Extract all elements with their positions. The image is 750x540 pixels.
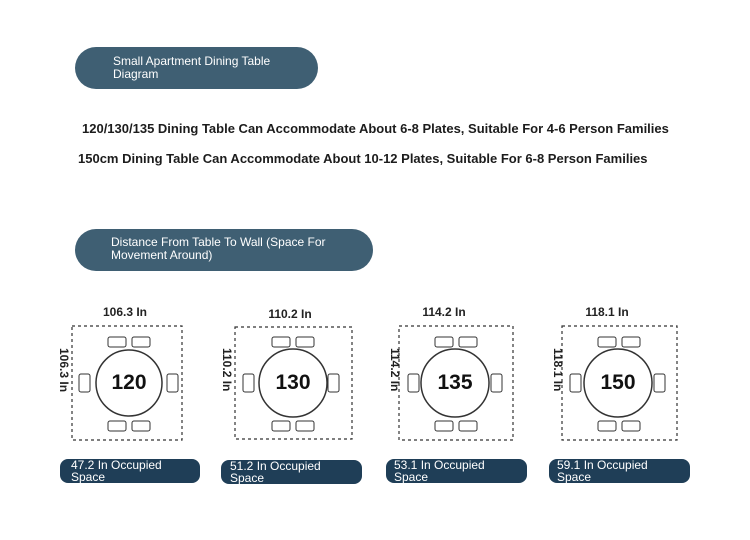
width-dimension-label: 110.2 In — [268, 307, 312, 321]
chair-bottom-right — [132, 421, 150, 431]
chair-top-right — [459, 337, 477, 347]
occupied-space-line2: Space — [230, 471, 265, 485]
occupied-space-badge-150 — [549, 459, 690, 483]
occupied-space-line2: Space — [394, 470, 429, 484]
table-size-label: 120 — [111, 371, 147, 394]
description-line-2: 150cm Dining Table Can Accommodate About 10-12 Plates, Suitable For 6-8 Person Families — [78, 151, 648, 166]
chair-bottom-left — [435, 421, 453, 431]
occupied-space-badge-135 — [386, 459, 527, 483]
table-diagram-130 — [218, 300, 358, 445]
occupied-space-line2: Space — [71, 470, 106, 484]
depth-dimension-label: 114.2 In — [388, 348, 402, 392]
width-dimension-label: 106.3 In — [102, 305, 148, 319]
chair-top-left — [108, 337, 126, 347]
section-title-pill — [75, 229, 373, 271]
chair-top-right — [622, 337, 640, 347]
occupied-space-line1: 59.1 In Occupied — [557, 458, 648, 472]
description-line-1: 120/130/135 Dining Table Can Accommodate About 6-8 Plates, Suitable For 4-6 Person Families — [82, 121, 669, 136]
chair-bottom-right — [622, 421, 640, 431]
table-diagram-150 — [545, 300, 685, 445]
table-diagram-120 — [55, 300, 195, 445]
chair-top-right — [296, 337, 314, 347]
occupied-space-line1: 53.1 In Occupied — [394, 458, 485, 472]
chair-top-left — [435, 337, 453, 347]
chair-bottom-left — [598, 421, 616, 431]
header-title-pill — [75, 47, 318, 89]
chair-bottom-left — [272, 421, 290, 431]
table-size-label: 130 — [275, 371, 311, 394]
table-size-label: 135 — [437, 371, 473, 394]
chair-bottom-right — [459, 421, 477, 431]
occupied-space-badge-120 — [60, 459, 200, 483]
depth-dimension-label: 110.2 In — [220, 348, 234, 392]
chair-top-left — [598, 337, 616, 347]
occupied-space-badge-130 — [221, 460, 362, 484]
depth-dimension-label: 106.3 In — [57, 348, 71, 393]
depth-dimension-label: 118.1 In — [551, 348, 565, 392]
occupied-space-line1: 51.2 In Occupied — [230, 459, 321, 473]
header-title-line1: Small Apartment Dining Table — [113, 54, 271, 68]
chair-top-left — [272, 337, 290, 347]
header-title-line2: Diagram — [113, 67, 159, 81]
section-title-line2: Movement Around) — [111, 248, 213, 262]
table-diagram-135 — [382, 300, 522, 445]
width-dimension-label: 118.1 In — [585, 305, 629, 319]
width-dimension-label: 114.2 In — [422, 305, 466, 319]
occupied-space-line1: 47.2 In Occupied — [71, 458, 162, 472]
chair-top-right — [132, 337, 150, 347]
section-title-line1: Distance From Table To Wall (Space For — [111, 235, 326, 249]
occupied-space-line2: Space — [557, 470, 592, 484]
chair-bottom-right — [296, 421, 314, 431]
chair-bottom-left — [108, 421, 126, 431]
table-size-label: 150 — [600, 371, 636, 394]
